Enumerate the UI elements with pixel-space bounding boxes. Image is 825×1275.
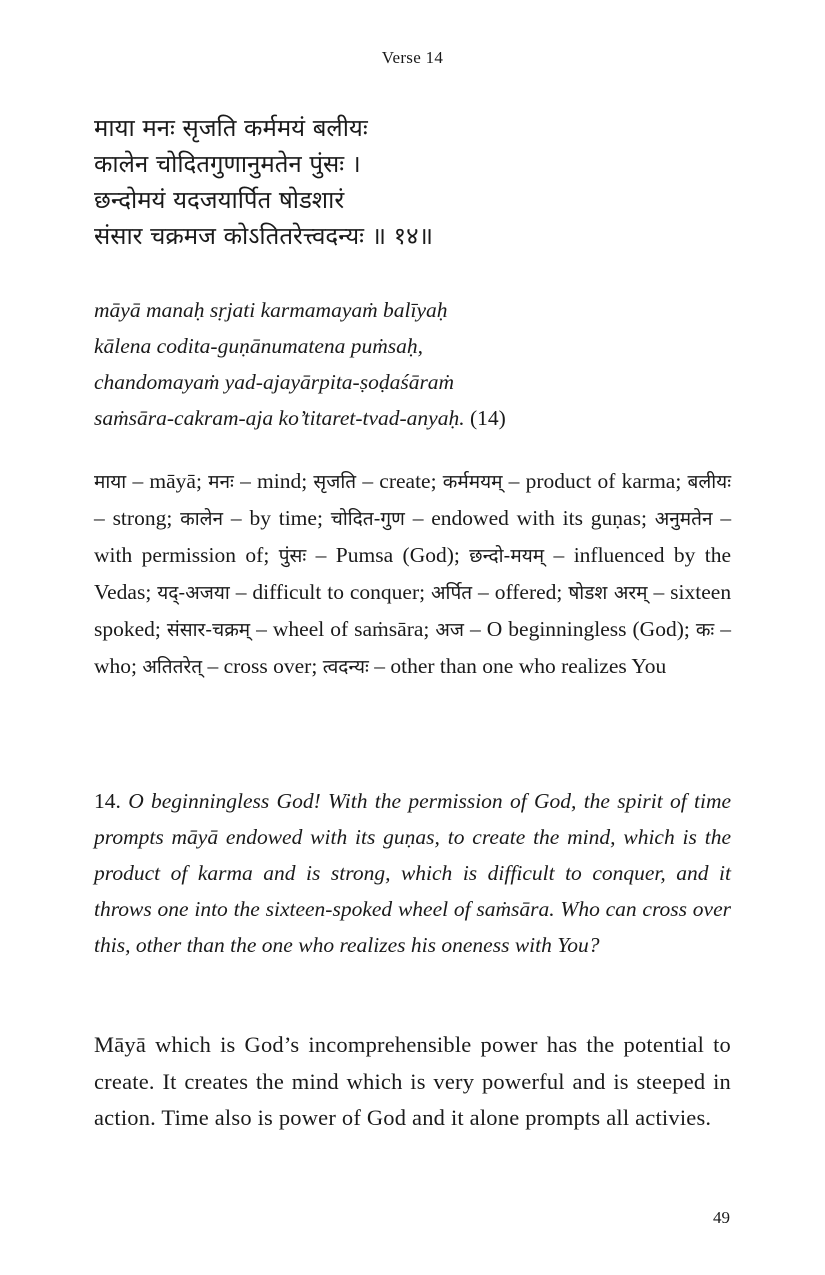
glossary-dash: – [374, 654, 385, 678]
glossary-term: माया [94, 471, 127, 493]
glossary-dash: – [478, 580, 489, 604]
glossary-entry [167, 617, 429, 641]
translation [94, 783, 731, 963]
transliteration-line: chandomayaṁ yad-ajayārpita-ṣoḍaśāraṁ [94, 370, 455, 394]
page-number: 49 [713, 1208, 730, 1227]
glossary-entry [157, 580, 425, 604]
glossary-meaning: with permission of; [94, 543, 270, 567]
glossary-dash: – [470, 617, 481, 641]
glossary-meaning: mind; [257, 469, 308, 493]
glossary-entry [142, 654, 317, 678]
glossary-term: पुंसः [278, 545, 307, 567]
glossary-meaning: by time; [249, 506, 323, 530]
glossary-dash: – [230, 506, 242, 530]
glossary-meaning: Pumsa (God); [335, 543, 460, 567]
glossary-dash: – [315, 543, 327, 567]
glossary-term: षोडश अरम् [568, 582, 648, 604]
transliteration-line: saṁsāra-cakram-aja ko’titaret-tvad-anyaḥ. (14) [94, 406, 506, 430]
glossary-meaning: offered; [494, 580, 563, 604]
glossary-meaning: other than one who realizes You [390, 654, 667, 678]
glossary-term: अतितरेत् [142, 656, 203, 678]
glossary-dash: – [720, 506, 732, 530]
verse-reference: (14) [469, 406, 506, 430]
glossary-dash: – [508, 469, 520, 493]
glossary-meaning: create; [379, 469, 437, 493]
glossary-entry [331, 506, 647, 530]
transliteration-line: māyā manaḥ sṛjati karmamayaṁ balīyaḥ [94, 298, 448, 322]
glossary-dash: – [653, 580, 665, 604]
running-head [0, 48, 825, 68]
glossary-meaning: sixteen spoked; [94, 580, 732, 641]
glossary-dash: – [235, 580, 247, 604]
glossary-entry [208, 469, 307, 493]
glossary-dash: – [132, 469, 144, 493]
commentary: Māyā which is God’s incomprehensible power has the potential to create. It creates the mind which is very powerful and is steeped in action. Time also is power of God and it alone prompts all activies. [94, 1032, 731, 1130]
translation-number: 14. [94, 789, 121, 813]
glossary-dash: – [362, 469, 374, 493]
glossary-term: यद्-अजया [157, 582, 230, 604]
glossary-entry [435, 617, 689, 641]
glossary-term: कर्ममयम् [442, 471, 503, 493]
glossary-meaning: wheel of saṁsāra; [272, 617, 430, 641]
glossary-term: कालेन [180, 508, 224, 530]
glossary-term: छन्दो-मयम् [469, 545, 545, 567]
glossary-dash: – [207, 654, 219, 678]
glossary-dash: – [553, 543, 565, 567]
glossary-meaning: strong; [112, 506, 173, 530]
glossary-meaning: product of karma; [525, 469, 682, 493]
glossary-term: कः [695, 619, 715, 641]
glossary-term: सृजति [313, 471, 357, 493]
sanskrit-line: माया मनः सृजति कर्ममयं बलीयः [94, 114, 368, 142]
glossary-meaning: cross over; [223, 654, 318, 678]
glossary-dash: – [720, 617, 732, 641]
chapter-verse-title: Verse 14 [381, 48, 444, 67]
glossary-entry [443, 469, 682, 493]
transliteration [94, 292, 754, 436]
transliteration-line: kālena codita-guṇānumatena puṁsaḥ, [94, 334, 424, 358]
glossary-term: अनुमतेन [654, 508, 713, 530]
glossary-meaning: who; [94, 654, 137, 678]
glossary-dash: – [240, 469, 251, 493]
glossary-term: अर्पित [431, 582, 473, 604]
glossary-term: संसार-चक्रम् [166, 619, 251, 641]
sanskrit-verse [94, 110, 754, 254]
translation-text: O beginningless God! With the permission of God, the spirit of time prompts māyā endowed with its guṇas, to create the mind, which is the product of karma and is strong, which is difficult to conquer, and it throws one into the sixteen-spoked wheel of saṁsāra. Who can cross over this, other than the one who realizes his oneness with You? [94, 789, 732, 957]
word-meanings [94, 463, 731, 685]
glossary-dash: – [94, 506, 105, 530]
sanskrit-line: संसार चक्रमज कोऽतितरेत्त्वदन्यः ॥ १४॥ [94, 222, 433, 250]
glossary-entry [313, 469, 436, 493]
glossary-meaning: influenced by the Vedas; [94, 543, 732, 604]
sanskrit-line: कालेन चोदितगुणानुमतेन पुंसः । [94, 150, 361, 178]
sanskrit-line: छन्दोमयं यदजयार्पित षोडशारं [94, 186, 345, 214]
glossary-entry [323, 654, 667, 678]
glossary-dash: – [412, 506, 424, 530]
glossary-dash: – [256, 617, 267, 641]
glossary-term: अज [435, 619, 464, 641]
glossary-meaning: māyā; [149, 469, 202, 493]
glossary-term: मनः [208, 471, 234, 493]
glossary-term: त्वदन्यः [322, 656, 369, 678]
glossary-term: बलीयः [687, 471, 732, 493]
glossary-entry [431, 580, 562, 604]
glossary-meaning: endowed with its guṇas; [431, 506, 647, 530]
glossary-meaning: O beginningless (God); [486, 617, 690, 641]
glossary-entry [180, 506, 323, 530]
glossary-entry [94, 469, 202, 493]
glossary-meaning: difficult to conquer; [252, 580, 426, 604]
glossary-entry [279, 543, 460, 567]
glossary-term: चोदित-गुण [330, 508, 405, 530]
